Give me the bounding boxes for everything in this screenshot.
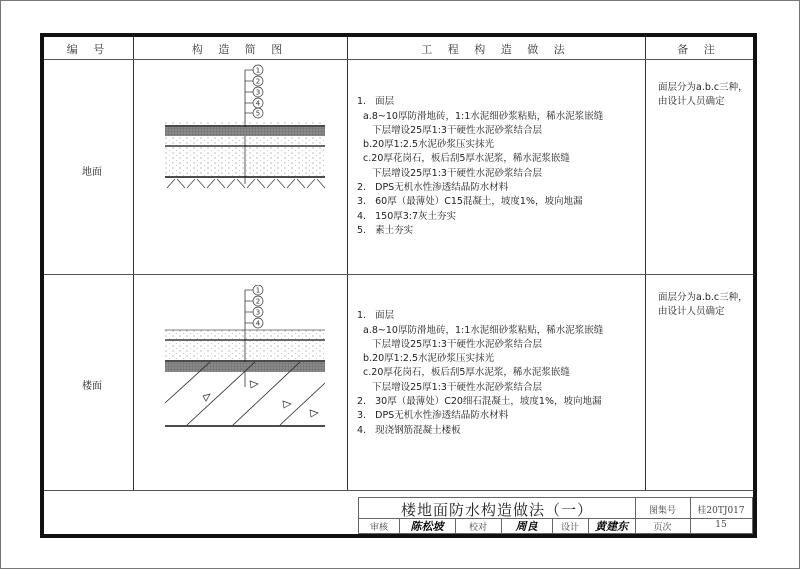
header-remark: 备 注: [677, 43, 721, 56]
row-label-ground-floor: 地面: [82, 167, 102, 178]
row-label-upper-floor: 楼面: [82, 381, 102, 392]
design-signature: 黄建东: [595, 520, 628, 533]
header-number: 编 号: [66, 43, 111, 56]
check-signature: 周良: [515, 520, 538, 533]
svg-text:1: 1: [255, 286, 261, 295]
column-divider: [133, 37, 134, 490]
check-label: 校对: [468, 523, 487, 533]
review-signature: 陈松坡: [410, 520, 444, 533]
review-label: 审核: [369, 523, 388, 533]
svg-text:4: 4: [255, 319, 261, 328]
column-divider: [347, 37, 348, 490]
table-bottom-divider: [44, 490, 753, 491]
header-sketch: 构 造 简 图: [191, 43, 289, 56]
header-method: 工 程 构 造 做 法: [421, 43, 571, 56]
svg-text:3: 3: [255, 308, 261, 317]
method-text-upper-floor: 1. 面层 a.8~10厚防滑地砖，1:1水泥细砂浆粘贴，稀水泥浆嵌缝 下层增设25厚1:3干硬性水泥砂浆结合层 b.20厚1:2.5水泥砂浆压实抹光 c.20厚花岗石，板后刮5厚水泥浆，稀水泥浆嵌缝 下层增设25厚1:3干硬性水泥砂浆结合层 2. 30厚（最薄处）C20细石混凝土，坡度1%，坡向地漏 3. DPS无机水性渗透结晶防水材料 4. 现浇钢筋混凝土楼板: [357, 310, 604, 436]
design-label: 设计: [560, 523, 579, 533]
svg-text:1: 1: [255, 66, 261, 75]
svg-text:3: 3: [255, 88, 261, 97]
svg-text:2: 2: [255, 77, 261, 86]
method-text-ground-floor: 1. 面层 a.8~10厚防滑地砖，1:1水泥细砂浆粘贴，稀水泥浆嵌缝 下层增设25厚1:3干硬性水泥砂浆结合层 b.20厚1:2.5水泥砂浆压实抹光 c.20厚花岗石，板后刮5厚水泥浆，稀水泥浆嵌缝 下层增设25厚1:3干硬性水泥砂浆结合层 2. DPS无机水性渗透结晶防水材料 3. 60厚（最薄处）C15混凝土，坡度1%，坡向地漏 4. 150厚3:7灰土夯实 5. 素土夯实: [357, 96, 604, 236]
page-number-label: 页次: [653, 523, 672, 533]
remark-upper-floor: 面层分为a.b.c三种， 由设计人员确定: [658, 292, 748, 317]
column-divider: [645, 37, 646, 490]
remark-ground-floor: 面层分为a.b.c三种， 由设计人员确定: [658, 82, 748, 107]
svg-text:4: 4: [255, 99, 261, 108]
svg-text:2: 2: [255, 297, 261, 306]
ground-floor-section-diagram: [165, 62, 325, 194]
atlas-number-value: 桂20TJ017: [697, 506, 745, 516]
page-number-value: 15: [715, 520, 727, 530]
drawing-sheet: [40, 33, 757, 538]
header-divider: [44, 59, 753, 60]
title-block: [358, 497, 753, 534]
upper-floor-section-diagram: [165, 285, 325, 430]
drawing-title: 楼地面防水构造做法（一）: [400, 501, 593, 519]
atlas-number-label: 图集号: [648, 506, 676, 516]
svg-text:5: 5: [255, 109, 261, 118]
row-divider: [44, 274, 753, 275]
